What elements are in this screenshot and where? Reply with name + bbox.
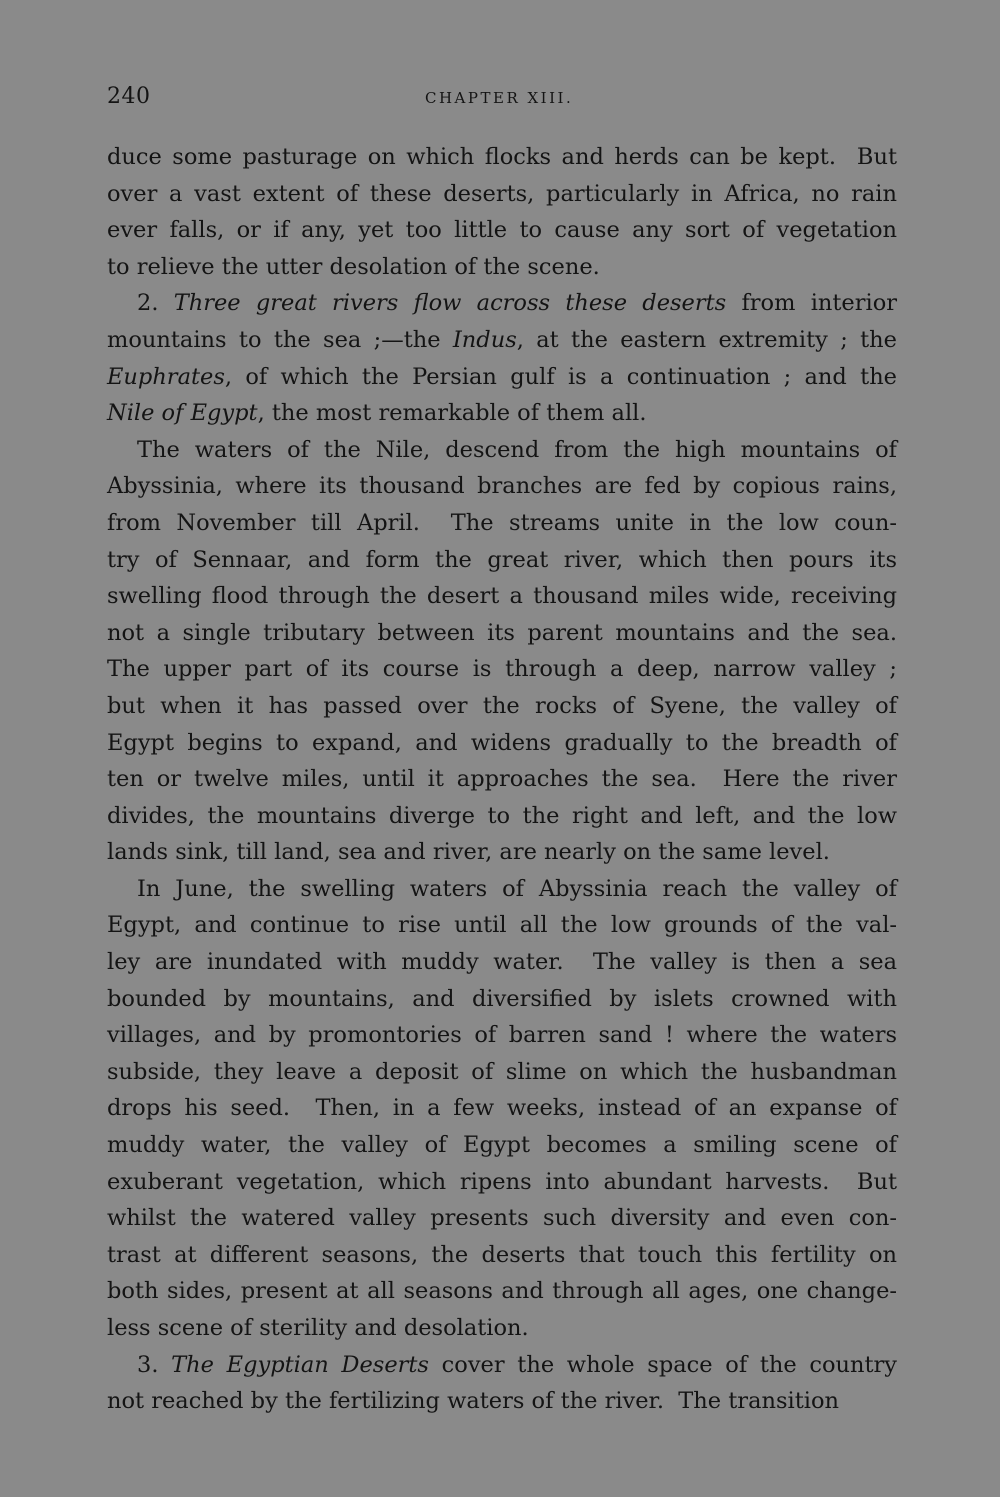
italic-text: Nile of Egypt <box>107 400 258 427</box>
text-line <box>107 359 897 396</box>
text-line <box>107 907 897 944</box>
text-run: swelling flood through the desert a thousand miles wide, receiving <box>107 583 897 610</box>
text-line <box>107 1164 897 1201</box>
text-run: not a single tributary between its parent mountains and the sea. <box>107 619 897 646</box>
text-line <box>107 761 897 798</box>
text-run: Egypt begins to expand, and widens gradually to the breadth of <box>107 729 897 756</box>
italic-text: Euphrates <box>107 363 225 390</box>
text-run: lands sink, till land, sea and river, are nearly on the same level. <box>107 839 830 866</box>
text-run: whilst the watered valley presents such diversity and even con- <box>107 1205 897 1232</box>
text-line <box>107 432 897 469</box>
text-line <box>107 1383 897 1420</box>
text-run: 2. <box>137 290 174 317</box>
text-line <box>107 212 897 249</box>
text-line <box>107 542 897 579</box>
text-line <box>107 944 897 981</box>
text-line <box>107 1090 897 1127</box>
text-run: muddy water, the valley of Egypt becomes a smiling scene of <box>107 1132 897 1159</box>
text-run: Egypt, and continue to rise until all the low grounds of the val- <box>107 912 897 939</box>
text-line <box>107 249 897 286</box>
text-run: ten or twelve miles, until it approaches the sea. Here the river <box>107 766 897 793</box>
text-run: trast at different seasons, the deserts that touch this fertility on <box>107 1241 897 1268</box>
text-line <box>107 688 897 725</box>
text-line <box>107 1237 897 1274</box>
text-run: both sides, present at all seasons and through all ages, one change- <box>107 1278 897 1305</box>
text-line <box>107 834 897 871</box>
running-head <box>107 84 897 114</box>
italic-text: Three great rivers flow across these deserts <box>173 290 727 317</box>
italic-text: Indus <box>452 326 517 353</box>
text-line <box>107 725 897 762</box>
text-line <box>107 798 897 835</box>
text-run: The waters of the Nile, descend from the high mountains of <box>137 436 897 463</box>
text-line <box>107 1127 897 1164</box>
text-run: bounded by mountains, and diversified by islets crowned with <box>107 985 897 1012</box>
text-line <box>107 395 897 432</box>
text-line <box>107 578 897 615</box>
text-line <box>107 1200 897 1237</box>
text-line <box>107 176 897 213</box>
page-number: 240 <box>107 84 151 109</box>
text-line <box>107 1347 897 1384</box>
text-run: The upper part of its course is through a deep, narrow valley ; <box>107 656 897 683</box>
text-run: divides, the mountains diverge to the right and left, and the low <box>107 802 897 829</box>
text-run: Abyssinia, where its thousand branches are fed by copious rains, <box>107 473 897 500</box>
text-run: drops his seed. Then, in a few weeks, instead of an expanse of <box>107 1095 897 1122</box>
text-run: 3. <box>137 1351 172 1378</box>
text-line <box>107 651 897 688</box>
text-line <box>107 1017 897 1054</box>
text-run: less scene of sterility and desolation. <box>107 1315 529 1341</box>
text-line <box>107 1054 897 1091</box>
text-line <box>107 468 897 505</box>
text-line <box>107 1310 897 1347</box>
text-run: exuberant vegetation, which ripens into abundant harvests. But <box>107 1168 897 1195</box>
chapter-title: CHAPTER XIII. <box>425 89 574 107</box>
text-line <box>107 505 897 542</box>
text-run: but when it has passed over the rocks of Syene, the valley of <box>107 692 897 719</box>
text-run: try of Sennaar, and form the great river, which then pours its <box>107 546 897 573</box>
text-run: from interior <box>726 290 897 317</box>
text-run: In June, the swelling waters of Abyssinia reach the valley of <box>137 875 897 902</box>
text-run: over a vast extent of these deserts, particularly in Africa, no rain <box>107 180 897 207</box>
text-run: to relieve the utter desolation of the scene. <box>107 253 600 280</box>
text-line <box>107 139 897 176</box>
text-line <box>107 1273 897 1310</box>
text-run: , of which the Persian gulf is a continuation ; and the <box>224 363 897 390</box>
text-run: , the most remarkable of them all. <box>257 400 647 427</box>
text-run: mountains to the sea ;—the <box>107 326 453 353</box>
text-run: , at the eastern extremity ; the <box>516 326 897 353</box>
text-line <box>107 322 897 359</box>
text-run: not reached by the fertilizing waters of the river. The transition <box>107 1388 839 1415</box>
text-line <box>107 615 897 652</box>
text-run: ley are inundated with muddy water. The valley is then a sea <box>107 949 897 976</box>
italic-text: The Egyptian Deserts <box>171 1351 429 1378</box>
text-run: villages, and by promontories of barren sand ! where the waters <box>107 1022 897 1049</box>
text-run: subside, they leave a deposit of slime on which the husbandman <box>107 1058 897 1085</box>
text-run: duce some pasturage on which flocks and herds can be kept. But <box>107 144 897 170</box>
text-line <box>107 871 897 908</box>
text-line <box>107 285 897 322</box>
body-text <box>107 139 897 1420</box>
text-line <box>107 981 897 1018</box>
text-run: ever falls, or if any, yet too little to cause any sort of vegetation <box>107 217 897 244</box>
text-run: cover the whole space of the country <box>428 1351 897 1378</box>
text-run: from November till April. The streams unite in the low coun- <box>107 509 897 536</box>
